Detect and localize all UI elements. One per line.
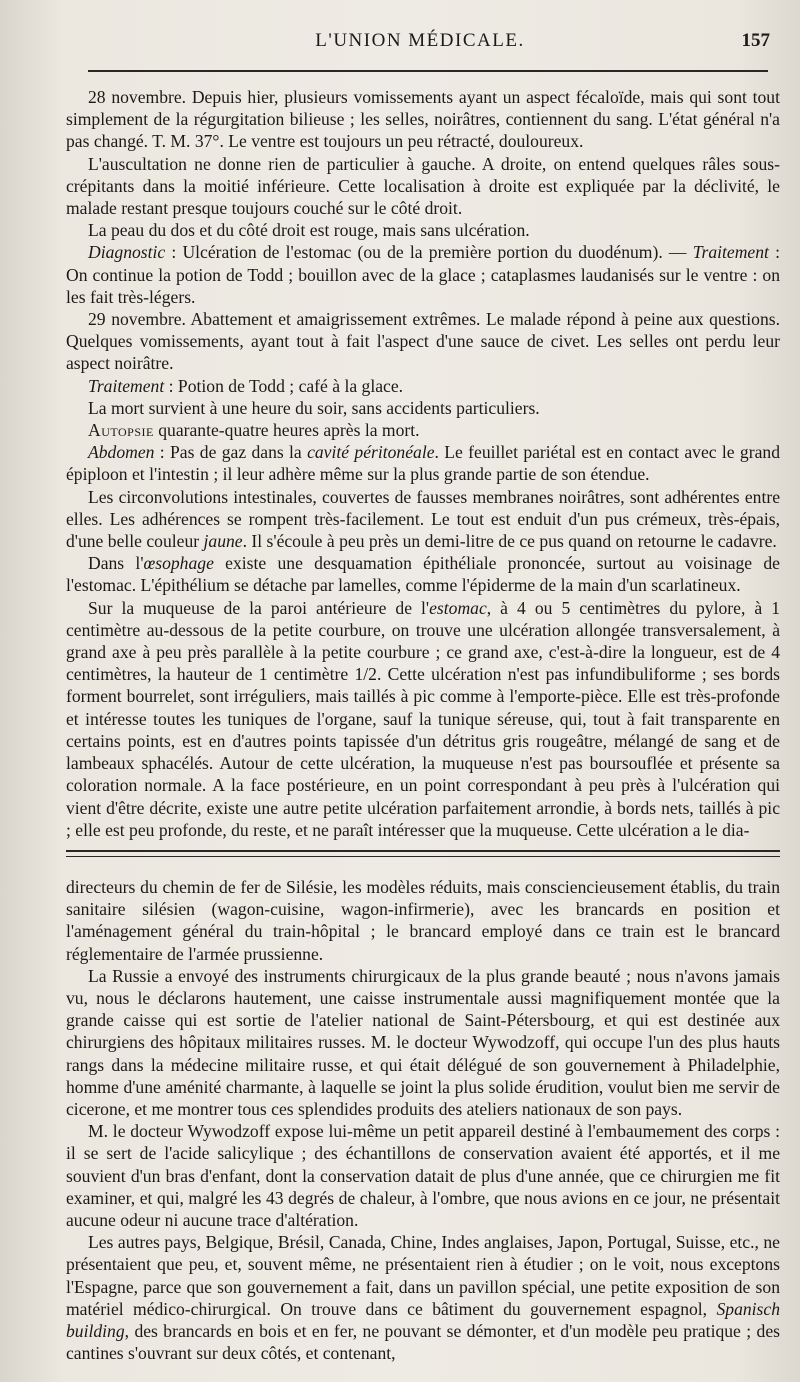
page-number: 157 xyxy=(741,30,770,51)
paragraph-other-countries: Les autres pays, Belgique, Brésil, Canada, Chine, Indes anglaises, Japon, Portugal, Suisse, etc., ne présentaient que peu, et, souvent même, ne présentaient rien à étudier ; on le voit, nous exceptons l'Espagne, parce que son gouvernement a fait, dans un pavillon spécial, une petite exposition de son matériel médico-chirurgical. On trouve dans ce bâtiment du gouvernement espagnol, Spanisch building, des brancards en bois et en fer, ne pouvant se démonter, et d'un modèle peu pratique ; des cantines s'ouvrant sur deux côtés, et contenant, xyxy=(66,1232,780,1364)
paragraph-auscultation: L'auscultation ne donne rien de particulier à gauche. A droite, on entend quelques râles sous-crépitants dans la moitié inférieure. Cette localisation à droite est expliquée par la déclivité, le malade restant presque toujours couché sur le côté droit. xyxy=(66,153,780,219)
paragraph-nov-28: 28 novembre. Depuis hier, plusieurs vomissements ayant un aspect fécaloïde, mais qui sont tout simplement de la régurgitation bilieuse ; les selles, noirâtres, contiennent du sang. L'état général n'a pas changé. T. M. 37°. Le ventre est toujours un peu rétracté, douloureux. xyxy=(66,87,780,152)
paragraph-stomach: Sur la muqueuse de la paroi antérieure de l'estomac, à 4 ou 5 centimètres du pylore, à 1 centimètre au-dessous de la petite courbure, on trouve une ulcération allongée transversalement, à grand axe à peu près parallèle à la petite courbure ; ce grand axe, c'est-à-dire la longueur, est de 4 centimètres, la hauteur de 1 centimètre 1/2. Cette ulcération n'est pas infundibuliforme ; ses bords forment bourrelet, sont irréguliers, mais taillés à pic comme à l'emporte-pièce. Elle est très-profonde et intéresse toutes les tuniques de l'organe, sauf la tunique séreuse, qui, tout à fait transparente en certains points, est en d'autres points tapissée d'un détritus gris rougeâtre, mélangé de sang et de lambeaux sphacélés. Autour de cette ulcération, la muqueuse n'est pas boursouflée et présente sa coloration normale. A la face postérieure, en un point correspondant à peu près à l'ulcération qui vient d'être décrite, existe une autre petite ulcération parfaitement arrondie, à bords nets, taillés à pic ; elle est peu profonde, du reste, et ne paraît intéresser que la muqueuse. Cette ulcération a le dia- xyxy=(66,597,780,840)
autopsy-label: Autopsie xyxy=(88,420,154,441)
paragraph-silesia: directeurs du chemin de fer de Silésie, les modèles réduits, mais consciencieusement établis, du train sanitaire silésien (wagon-cuisine, wagon-infirmerie), avec les brancards en position et l'aménagement général du train-hôpital ; le brancard employé dans ce train est le brancard réglementaire de l'armée prussienne. xyxy=(66,877,780,964)
journal-title: L'UNION MÉDICALE. xyxy=(315,30,525,51)
paragraph-skin: La peau du dos et du côté droit est rouge, mais sans ulcération. xyxy=(88,220,530,241)
feuilleton-column xyxy=(66,876,780,1364)
case-report-column xyxy=(66,86,780,841)
paragraph-autopsy: Autopsie quarante-quatre heures après la mort. xyxy=(88,420,420,441)
header-rule xyxy=(88,70,768,72)
paragraph-nov-29: 29 novembre. Abattement et amaigrissement extrêmes. Le malade répond à peine aux questions. Quelques vomissements, ayant tout à fait l'aspect d'une sauce de civet. Les selles ont perdu leur aspect noirâtre. xyxy=(66,309,780,374)
paragraph-russia: La Russie a envoyé des instruments chirurgicaux de la plus grande beauté ; nous n'avons jamais vu, nous le déclarons hautement, une caisse instrumentale aussi magnifiquement montée que la grande caisse qui est sortie de l'atelier national de Saint-Pétersbourg, et qui est destinée aux chirurgiens des hôpitaux militaires russes. M. le docteur Wywodzoff, qui occupe l'un des plus hauts rangs dans la médecine militaire russe, et qui était délégué de son gouvernement à Philadelphie, homme d'une aménité charmante, à laquelle se joint la plus solide érudition, voulut bien me servir de cicerone, et me montrer tous ces splendides produits des ateliers nationaux de son pays. xyxy=(66,965,780,1120)
paragraph-oesophagus: Dans l'œsophage existe une desquamation épithéliale prononcée, surtout au voisinage de l'estomac. L'épithélium se détache par lamelles, comme l'épiderme de la main d'un scarlatineux. xyxy=(66,553,780,596)
diagnostic-label: Diagnostic xyxy=(88,242,166,263)
paragraph-treatment: Traitement : Potion de Todd ; café à la glace. xyxy=(88,375,404,396)
running-header xyxy=(70,30,770,60)
paragraph-wywodzoff: M. le docteur Wywodzoff expose lui-même un petit appareil destiné à l'embaumement des corps : il se sert de l'acide salicylique ; des échantillons de conservation avaient été apportés, et il me souvient d'un bras d'enfant, dont la conservation datait de plus d'une année, que ce chirurgien me fit examiner, et qui, malgré les 43 degrés de chaleur, à l'ombre, que nous avions en ce jour, ne présentait aucune odeur ni aucune trace d'altération. xyxy=(66,1121,780,1231)
abdomen-label: Abdomen xyxy=(88,442,155,463)
treatment-label: Traitement xyxy=(692,242,769,263)
paragraph-intestines: Les circonvolutions intestinales, couvertes de fausses membranes noirâtres, sont adhérentes entre elles. Les adhérences se rompent très-facilement. Le tout est enduit d'un pus crémeux, très-épais, d'une belle couleur jaune. Il s'écoule à peu près un demi-litre de ce pus quand on retourne le cadavre. xyxy=(66,486,780,552)
treatment-label: Traitement xyxy=(88,375,165,396)
paragraph-diagnostic: Diagnostic : Ulcération de l'estomac (ou de la première portion du duodénum). — Traitement : On continue la potion de Todd ; bouillon avec de la glace ; cataplasmes laudanisés sur le ventre : on les fait très-légers. xyxy=(66,242,780,307)
paragraph-abdomen: Abdomen : Pas de gaz dans la cavité péritonéale. Le feuillet pariétal est en contact avec le grand épiploon et l'intestin ; il leur adhère même sur la plus grande partie de son étendue. xyxy=(66,442,780,485)
paragraph-death: La mort survient à une heure du soir, sans accidents particuliers. xyxy=(88,397,540,418)
feuilleton-separator xyxy=(66,850,780,858)
